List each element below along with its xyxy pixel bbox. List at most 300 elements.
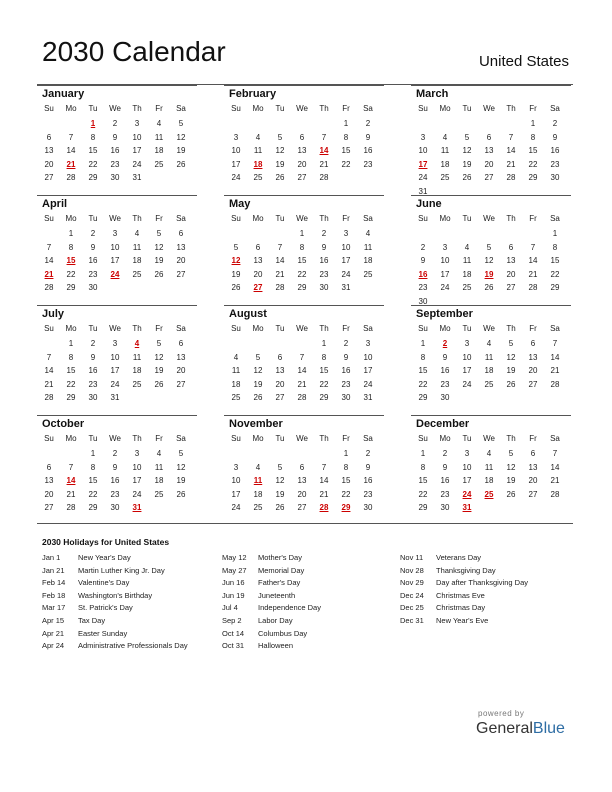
day-cell: 9 — [321, 242, 327, 252]
day-cell: 2 — [420, 242, 426, 252]
day-cell: 18 — [132, 366, 142, 375]
day-cell: 27 — [275, 393, 285, 402]
holiday-date: Sep 2 — [222, 616, 242, 625]
day-cell: 4 — [486, 449, 492, 458]
month-name: December — [416, 418, 470, 430]
day-cell: 24 — [363, 379, 373, 389]
day-cell: 17 — [132, 476, 142, 485]
day-cell: 13 — [176, 242, 186, 252]
weekday-header: Tu — [88, 324, 98, 333]
weekday-header: We — [296, 104, 308, 113]
weekday-header: Su — [231, 214, 241, 223]
day-cell: 13 — [297, 476, 307, 485]
month-name: June — [416, 198, 442, 210]
day-cell: 7 — [46, 352, 52, 362]
day-cell: 30 — [110, 173, 120, 182]
day-cell: 25 — [132, 379, 142, 389]
holiday-day-cell: 14 — [319, 146, 329, 155]
weekday-header: Fr — [155, 324, 163, 333]
day-cell: 29 — [297, 283, 307, 292]
day-cell: 13 — [484, 146, 494, 155]
day-cell: 9 — [420, 256, 426, 265]
day-cell: 30 — [110, 503, 120, 512]
day-cell: 16 — [319, 256, 329, 265]
holiday-date: May 12 — [222, 553, 247, 562]
day-cell: 11 — [132, 242, 142, 252]
day-cell: 29 — [319, 393, 329, 402]
day-cell: 24 — [132, 489, 142, 499]
brand-logo[interactable] — [476, 720, 565, 738]
month-name: May — [229, 198, 251, 210]
day-cell: 12 — [253, 366, 263, 375]
holiday-name: Mother's Day — [258, 553, 302, 562]
weekday-header: Mo — [439, 214, 451, 223]
day-cell: 22 — [550, 269, 560, 279]
day-cell: 15 — [550, 256, 560, 265]
day-cell: 29 — [66, 393, 76, 402]
day-cell: 18 — [484, 366, 494, 375]
holiday-date: Feb 14 — [42, 578, 66, 588]
weekday-header: Fr — [529, 104, 537, 113]
holiday-date: Apr 15 — [42, 616, 65, 625]
month-august — [224, 305, 382, 413]
weekday-header: Tu — [462, 324, 472, 333]
day-cell: 4 — [233, 352, 239, 362]
day-cell: 8 — [90, 132, 96, 142]
day-cell: 4 — [255, 132, 261, 142]
weekday-header: Fr — [155, 214, 163, 223]
holiday-date: Jun 16 — [222, 578, 245, 588]
day-cell: 21 — [66, 489, 76, 499]
day-cell: 10 — [363, 352, 373, 362]
holiday-day-cell: 29 — [341, 503, 351, 512]
day-cell: 2 — [112, 449, 118, 458]
month-april — [37, 195, 195, 303]
day-cell: 10 — [110, 352, 120, 362]
holiday-item — [42, 553, 131, 562]
day-cell: 12 — [484, 256, 494, 265]
month-name: October — [42, 418, 85, 430]
holiday-date: Jan 1 — [42, 553, 61, 562]
day-cell: 15 — [88, 146, 98, 155]
weekday-header: Th — [132, 434, 142, 443]
day-cell: 18 — [154, 476, 164, 485]
weekday-header: Tu — [462, 214, 472, 223]
day-cell: 24 — [231, 503, 241, 512]
day-cell: 16 — [110, 146, 120, 155]
weekday-header: Tu — [88, 434, 98, 443]
day-cell: 27 — [297, 503, 307, 512]
holiday-item — [42, 603, 133, 612]
weekday-header: We — [109, 104, 121, 113]
day-cell: 27 — [44, 173, 54, 182]
day-cell: 4 — [464, 242, 470, 252]
day-cell: 12 — [275, 146, 285, 155]
day-cell: 17 — [363, 366, 373, 375]
day-cell: 25 — [154, 159, 164, 169]
day-cell: 22 — [88, 489, 98, 499]
day-cell: 8 — [343, 132, 349, 142]
day-cell: 17 — [462, 366, 472, 375]
weekday-header: Tu — [275, 434, 285, 443]
weekday-header: Tu — [275, 214, 285, 223]
day-cell: 22 — [418, 379, 428, 389]
day-cell: 7 — [321, 462, 327, 472]
holiday-day-cell: 16 — [418, 269, 428, 279]
day-cell: 29 — [550, 283, 560, 292]
weekday-header: Su — [231, 324, 241, 333]
day-cell: 5 — [508, 339, 514, 348]
day-cell: 25 — [363, 269, 373, 279]
day-cell: 28 — [44, 393, 54, 402]
day-cell: 23 — [110, 489, 120, 499]
holiday-item — [222, 566, 304, 575]
day-cell: 3 — [365, 339, 371, 348]
holiday-name: Thanksgiving Day — [436, 565, 496, 575]
day-cell: 11 — [132, 352, 142, 362]
day-cell: 27 — [44, 503, 54, 512]
weekday-header: Mo — [65, 324, 77, 333]
weekday-header: Tu — [275, 104, 285, 113]
day-cell: 14 — [550, 352, 560, 362]
day-cell: 28 — [66, 503, 76, 512]
month-name: April — [42, 198, 68, 210]
holiday-day-cell: 21 — [44, 269, 54, 279]
weekday-header: Th — [132, 214, 142, 223]
weekday-header: We — [296, 214, 308, 223]
divider — [37, 523, 573, 524]
day-cell: 9 — [552, 132, 558, 142]
month-divider — [411, 305, 571, 306]
day-cell: 13 — [44, 476, 54, 485]
day-cell: 11 — [231, 366, 241, 375]
day-cell: 19 — [176, 476, 186, 485]
holiday-date: May 27 — [222, 565, 247, 575]
day-cell: 8 — [299, 242, 305, 252]
day-cell: 14 — [275, 256, 285, 265]
month-may — [224, 195, 382, 303]
month-name: September — [416, 308, 473, 320]
day-cell: 26 — [484, 283, 494, 292]
holiday-date: Apr 21 — [42, 628, 65, 638]
day-cell: 28 — [44, 283, 54, 292]
day-cell: 15 — [341, 146, 351, 155]
weekday-header: Su — [231, 104, 241, 113]
day-cell: 3 — [442, 242, 448, 252]
holiday-day-cell: 4 — [134, 339, 140, 348]
day-cell: 13 — [253, 256, 263, 265]
day-cell: 8 — [420, 462, 426, 472]
day-cell: 4 — [365, 229, 371, 238]
day-cell: 13 — [297, 146, 307, 155]
holiday-date: Nov 28 — [400, 565, 424, 575]
day-cell: 14 — [44, 366, 54, 375]
day-cell: 7 — [552, 449, 558, 458]
day-cell: 7 — [508, 132, 514, 142]
weekday-header: Th — [506, 104, 516, 113]
day-cell: 6 — [299, 462, 305, 472]
holiday-name: Easter Sunday — [78, 628, 128, 638]
weekday-header: Su — [44, 104, 54, 113]
weekday-header: Mo — [65, 104, 77, 113]
day-cell: 3 — [464, 339, 470, 348]
holiday-day-cell: 2 — [442, 339, 448, 348]
month-july — [37, 305, 195, 413]
weekday-header: Th — [319, 434, 329, 443]
weekday-header: Th — [506, 434, 516, 443]
month-divider — [224, 305, 384, 306]
day-cell: 24 — [110, 379, 120, 389]
day-cell: 6 — [508, 242, 514, 252]
day-cell: 29 — [88, 503, 98, 512]
day-cell: 18 — [231, 379, 241, 389]
holiday-item — [42, 641, 188, 650]
day-cell: 15 — [341, 476, 351, 485]
holiday-item — [42, 629, 127, 638]
day-cell: 19 — [275, 489, 285, 499]
weekday-header: Sa — [550, 214, 560, 223]
holiday-name: Christmas Day — [436, 603, 486, 613]
day-cell: 16 — [363, 146, 373, 155]
weekday-header: Tu — [275, 324, 285, 333]
day-cell: 17 — [132, 146, 142, 155]
day-cell: 3 — [233, 132, 239, 142]
day-cell: 24 — [132, 159, 142, 169]
holiday-date: Oct 14 — [222, 628, 245, 638]
day-cell: 29 — [418, 393, 428, 402]
day-cell: 2 — [90, 339, 96, 348]
holiday-name: St. Patrick's Day — [78, 603, 133, 613]
day-cell: 30 — [88, 393, 98, 402]
day-cell: 27 — [528, 379, 538, 389]
day-cell: 9 — [442, 352, 448, 362]
day-cell: 5 — [156, 339, 162, 348]
day-cell: 14 — [506, 146, 516, 155]
holiday-item — [222, 641, 293, 650]
day-cell: 6 — [255, 242, 261, 252]
day-cell: 6 — [46, 462, 52, 472]
day-cell: 7 — [552, 339, 558, 348]
weekday-header: Mo — [439, 324, 451, 333]
holiday-day-cell: 1 — [90, 119, 96, 128]
day-cell: 3 — [420, 132, 426, 142]
day-cell: 6 — [178, 339, 184, 348]
day-cell: 13 — [275, 366, 285, 375]
day-cell: 10 — [440, 256, 450, 265]
day-cell: 19 — [176, 146, 186, 155]
day-cell: 13 — [528, 352, 538, 362]
day-cell: 17 — [231, 489, 241, 499]
weekday-header: Sa — [176, 324, 186, 333]
day-cell: 21 — [506, 159, 516, 169]
day-cell: 3 — [233, 462, 239, 472]
day-cell: 12 — [176, 462, 186, 472]
day-cell: 9 — [112, 462, 118, 472]
day-cell: 3 — [343, 229, 349, 238]
weekday-header: We — [109, 324, 121, 333]
day-cell: 26 — [154, 379, 164, 389]
day-cell: 10 — [462, 352, 472, 362]
day-cell: 11 — [253, 146, 263, 155]
day-cell: 27 — [176, 269, 186, 279]
day-cell: 11 — [154, 132, 164, 142]
day-cell: 21 — [550, 476, 560, 485]
day-cell: 15 — [66, 366, 76, 375]
day-cell: 13 — [176, 352, 186, 362]
weekday-header: Fr — [529, 434, 537, 443]
holiday-date: Oct 31 — [222, 641, 245, 651]
day-cell: 16 — [550, 146, 560, 155]
holiday-day-cell: 24 — [110, 269, 120, 279]
day-cell: 18 — [462, 269, 472, 279]
day-cell: 12 — [275, 476, 285, 485]
day-cell: 12 — [176, 132, 186, 142]
day-cell: 1 — [343, 119, 349, 128]
month-january — [37, 85, 195, 193]
day-cell: 20 — [484, 159, 494, 169]
day-cell: 5 — [277, 462, 283, 472]
day-cell: 20 — [528, 476, 538, 485]
day-cell: 27 — [506, 283, 516, 292]
day-cell: 4 — [134, 229, 140, 238]
day-cell: 12 — [506, 352, 516, 362]
day-cell: 24 — [231, 173, 241, 182]
day-cell: 10 — [132, 132, 142, 142]
day-cell: 6 — [530, 449, 536, 458]
day-cell: 4 — [156, 449, 162, 458]
day-cell: 23 — [88, 269, 98, 279]
weekday-header: Sa — [176, 104, 186, 113]
day-cell: 4 — [442, 132, 448, 142]
month-june — [411, 195, 569, 306]
day-cell: 25 — [154, 489, 164, 499]
month-divider — [411, 195, 571, 196]
weekday-header: Su — [44, 434, 54, 443]
day-cell: 6 — [299, 132, 305, 142]
month-divider — [224, 85, 384, 86]
day-cell: 9 — [112, 132, 118, 142]
weekday-header: We — [109, 214, 121, 223]
day-cell: 25 — [253, 503, 263, 512]
weekday-header: We — [483, 104, 495, 113]
day-cell: 16 — [363, 476, 373, 485]
month-divider — [37, 305, 197, 306]
holiday-name: Christmas Eve — [436, 590, 485, 600]
holiday-name: Halloween — [258, 641, 294, 651]
day-cell: 26 — [176, 159, 186, 169]
day-cell: 1 — [299, 229, 305, 238]
weekday-header: Th — [506, 214, 516, 223]
day-cell: 17 — [440, 269, 450, 279]
day-cell: 15 — [319, 366, 329, 375]
day-cell: 26 — [253, 393, 263, 402]
weekday-header: Sa — [176, 214, 186, 223]
holiday-day-cell: 14 — [66, 476, 76, 485]
holiday-date: Feb 18 — [42, 590, 66, 600]
day-cell: 31 — [363, 393, 373, 402]
day-cell: 11 — [462, 256, 472, 265]
weekday-header: Su — [44, 214, 54, 223]
holiday-day-cell: 12 — [231, 256, 241, 265]
holiday-item — [222, 553, 302, 562]
day-cell: 16 — [88, 366, 98, 375]
day-cell: 17 — [110, 256, 120, 265]
day-cell: 23 — [88, 379, 98, 389]
day-cell: 12 — [154, 352, 164, 362]
month-name: February — [229, 88, 277, 100]
weekday-header: Mo — [252, 214, 264, 223]
holiday-day-cell: 27 — [253, 283, 263, 292]
day-cell: 1 — [420, 449, 426, 458]
day-cell: 18 — [253, 489, 263, 499]
day-cell: 20 — [297, 159, 307, 169]
day-cell: 26 — [275, 173, 285, 182]
day-cell: 23 — [440, 379, 450, 389]
month-october — [37, 415, 195, 523]
month-november — [224, 415, 382, 523]
weekday-header: Su — [418, 324, 428, 333]
weekday-header: Th — [132, 104, 142, 113]
weekday-header: We — [296, 324, 308, 333]
day-cell: 22 — [341, 489, 351, 499]
weekday-header: Mo — [439, 434, 451, 443]
month-name: January — [42, 88, 85, 100]
holiday-name: Memorial Day — [258, 565, 305, 575]
day-cell: 23 — [418, 283, 428, 292]
day-cell: 30 — [88, 283, 98, 292]
holiday-name: Martin Luther King Jr. Day — [78, 565, 165, 575]
day-cell: 14 — [319, 476, 329, 485]
month-name: August — [229, 308, 267, 320]
day-cell: 5 — [156, 229, 162, 238]
day-cell: 16 — [440, 366, 450, 375]
day-cell: 28 — [319, 173, 329, 182]
day-cell: 28 — [528, 283, 538, 292]
divider — [37, 84, 573, 85]
day-cell: 1 — [68, 229, 74, 238]
month-february — [224, 85, 382, 193]
day-cell: 5 — [508, 449, 514, 458]
holiday-date: Nov 11 — [400, 553, 424, 562]
day-cell: 30 — [418, 296, 428, 306]
day-cell: 16 — [110, 476, 120, 485]
day-cell: 7 — [68, 462, 74, 472]
holiday-name: Juneteenth — [258, 590, 296, 600]
day-cell: 7 — [299, 352, 305, 362]
day-cell: 29 — [66, 283, 76, 292]
day-cell: 2 — [365, 449, 371, 458]
day-cell: 24 — [341, 269, 351, 279]
day-cell: 28 — [506, 173, 516, 182]
holidays-heading: 2030 Holidays for United States — [42, 537, 170, 547]
day-cell: 16 — [440, 476, 450, 485]
day-cell: 20 — [44, 159, 54, 169]
holiday-name: Independence Day — [258, 603, 321, 613]
day-cell: 2 — [112, 119, 118, 128]
day-cell: 28 — [275, 283, 285, 292]
month-divider — [224, 195, 384, 196]
holiday-date: Dec 24 — [400, 590, 424, 600]
day-cell: 23 — [440, 489, 450, 499]
day-cell: 6 — [530, 339, 536, 348]
day-cell: 27 — [484, 173, 494, 182]
day-cell: 21 — [319, 489, 329, 499]
day-cell: 2 — [321, 229, 327, 238]
day-cell: 25 — [231, 393, 241, 402]
day-cell: 26 — [176, 489, 186, 499]
day-cell: 9 — [365, 132, 371, 142]
weekday-header: Sa — [363, 214, 373, 223]
